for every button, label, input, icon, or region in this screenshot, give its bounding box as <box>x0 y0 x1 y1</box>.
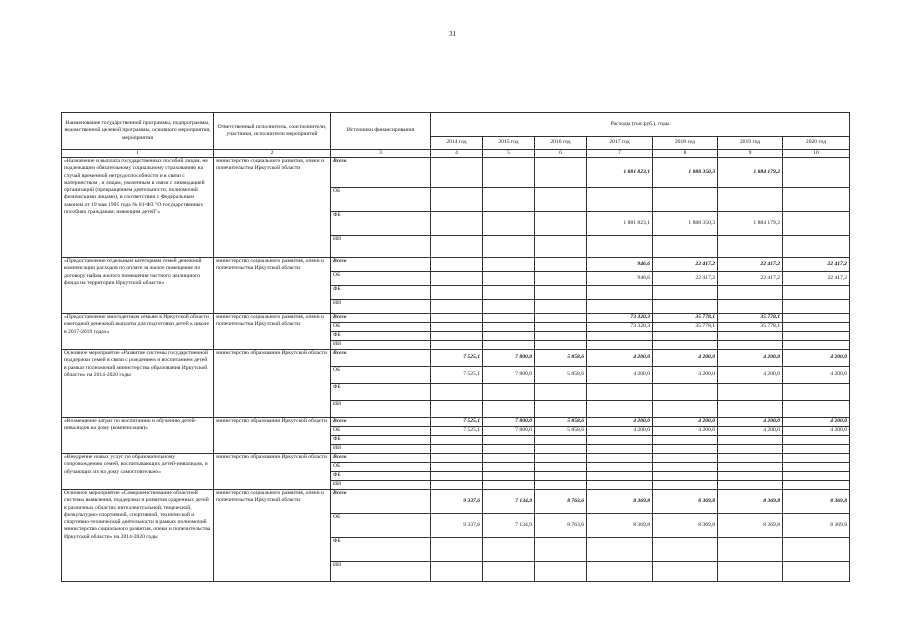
amount-cell <box>783 332 850 341</box>
amount-cell: 4 200,0 <box>718 367 783 384</box>
column-number: 10 <box>783 150 850 158</box>
funding-source: Всего <box>331 454 431 463</box>
amount-cell <box>431 538 483 562</box>
amount-cell <box>431 472 483 481</box>
amount-cell: 73 320,3 <box>587 314 653 323</box>
amount-cell: 4 200,0 <box>783 350 850 367</box>
amount-cell: 5 858,6 <box>535 350 587 367</box>
funding-source: ОБ <box>331 463 431 472</box>
amount-cell <box>535 341 587 350</box>
amount-cell <box>653 454 718 463</box>
amount-cell <box>653 236 718 258</box>
amount-cell <box>783 384 850 401</box>
header-name: Наименование государственной программы, подпрограммы, ведомственной целевой программы, основного мероприятия, мероприятия <box>62 113 214 150</box>
amount-cell <box>431 481 483 490</box>
amount-cell <box>783 562 850 582</box>
amount-cell: 8 369,8 <box>718 514 783 538</box>
amount-cell: 1 884 179,2 <box>718 158 783 188</box>
amount-cell <box>431 323 483 332</box>
column-number: 3 <box>331 150 431 158</box>
amount-cell <box>783 323 850 332</box>
table-row <box>62 350 850 367</box>
amount-cell: 4 200,0 <box>783 418 850 427</box>
amount-cell <box>483 188 535 212</box>
funding-source: ИИ <box>331 401 431 418</box>
amount-cell <box>783 445 850 454</box>
amount-cell <box>535 436 587 445</box>
amount-cell <box>431 258 483 272</box>
amount-cell: 22 417,2 <box>718 258 783 272</box>
amount-cell <box>587 463 653 472</box>
amount-cell: 8 369,8 <box>587 514 653 538</box>
amount-cell <box>431 401 483 418</box>
amount-cell <box>783 286 850 300</box>
column-number: 1 <box>62 150 214 158</box>
column-number: 4 <box>431 150 483 158</box>
amount-cell <box>483 323 535 332</box>
funding-source: Всего <box>331 314 431 323</box>
header-year-1: 2014 год <box>431 137 483 150</box>
funding-source: ОБ <box>331 514 431 538</box>
amount-cell <box>587 384 653 401</box>
amount-cell <box>483 445 535 454</box>
amount-cell <box>653 401 718 418</box>
amount-cell <box>431 236 483 258</box>
amount-cell <box>535 332 587 341</box>
amount-cell: 4 200,0 <box>587 418 653 427</box>
amount-cell <box>431 286 483 300</box>
amount-cell <box>483 481 535 490</box>
amount-cell <box>653 286 718 300</box>
amount-cell: 35 778,1 <box>653 323 718 332</box>
amount-cell <box>653 384 718 401</box>
page-number: 31 <box>449 30 456 38</box>
amount-cell: 8 369,8 <box>653 514 718 538</box>
amount-cell <box>587 481 653 490</box>
amount-cell <box>653 332 718 341</box>
amount-cell <box>483 463 535 472</box>
amount-cell <box>718 286 783 300</box>
amount-cell <box>718 481 783 490</box>
amount-cell <box>483 212 535 236</box>
amount-cell <box>653 538 718 562</box>
funding-source: ОБ <box>331 367 431 384</box>
amount-cell: 4 200,0 <box>653 418 718 427</box>
amount-cell <box>483 300 535 314</box>
amount-cell <box>483 562 535 582</box>
activity-name: «Предоставление многодетным семьям в Иркутской области ежегодной денежной выплаты для подготовки детей к школе в 2017-2019 годах» <box>62 314 214 350</box>
executor: министерство социального развития, опеки и попечительства Иркутской области <box>214 158 331 258</box>
funding-source: ФБ <box>331 538 431 562</box>
amount-cell <box>718 384 783 401</box>
amount-cell <box>483 258 535 272</box>
amount-cell <box>535 401 587 418</box>
amount-cell <box>718 188 783 212</box>
amount-cell: 7 525,1 <box>431 427 483 436</box>
amount-cell <box>483 272 535 286</box>
funding-source: Всего <box>331 418 431 427</box>
amount-cell <box>783 454 850 463</box>
activity-name: «Назначение и выплата государственных пособий лицам, не подлежащим обязательному социальному страхованию на случай временной нетрудоспособности и в связи с материнством , и лицам, уволенным в связи с ликвидацией организаций (прекращением деятельности, полномочий физическими лицами), в соответствии с Федеральным законом от 19 мая 1995 года № 81-ФЗ "О государственных пособиях гражданам, имеющим детей"» <box>62 158 214 258</box>
amount-cell: 7 525,1 <box>431 418 483 427</box>
amount-cell: 35 778,1 <box>653 314 718 323</box>
amount-cell: 4 200,0 <box>653 367 718 384</box>
funding-source: ИИ <box>331 445 431 454</box>
amount-cell <box>483 401 535 418</box>
amount-cell: 4 200,0 <box>783 427 850 436</box>
funding-source: ОБ <box>331 188 431 212</box>
amount-cell <box>783 212 850 236</box>
amount-cell <box>783 314 850 323</box>
amount-cell: 5 858,6 <box>535 418 587 427</box>
amount-cell: 4 200,0 <box>587 427 653 436</box>
amount-cell: 7 525,1 <box>431 367 483 384</box>
amount-cell <box>783 341 850 350</box>
header-year-3: 2016 год <box>535 137 587 150</box>
header-executor: Ответственный исполнитель, соисполнители, участники, исполнители мероприятий <box>214 113 331 150</box>
amount-cell: 5 858,6 <box>535 427 587 436</box>
amount-cell: 7 800,0 <box>483 367 535 384</box>
executor: министерство образования Иркутской области <box>214 350 331 418</box>
amount-cell: 1 881 823,1 <box>587 158 653 188</box>
amount-cell <box>718 401 783 418</box>
amount-cell: 4 200,0 <box>653 350 718 367</box>
amount-cell <box>535 481 587 490</box>
executor: министерство образования Иркутской области <box>214 418 331 454</box>
amount-cell: 4 200,0 <box>718 418 783 427</box>
funding-source: Всего <box>331 158 431 188</box>
amount-cell <box>483 538 535 562</box>
amount-cell: 8 369,8 <box>587 490 653 514</box>
funding-source: ИИ <box>331 341 431 350</box>
amount-cell <box>535 538 587 562</box>
funding-source: Всего <box>331 258 431 272</box>
amount-cell <box>718 332 783 341</box>
funding-source: ОБ <box>331 272 431 286</box>
amount-cell <box>718 538 783 562</box>
amount-cell <box>587 300 653 314</box>
amount-cell <box>783 158 850 188</box>
amount-cell: 4 200,0 <box>587 350 653 367</box>
amount-cell <box>431 463 483 472</box>
amount-cell <box>431 445 483 454</box>
funding-source: ИИ <box>331 481 431 490</box>
amount-cell <box>483 472 535 481</box>
amount-cell <box>535 314 587 323</box>
amount-cell <box>653 472 718 481</box>
amount-cell: 8 369,8 <box>783 490 850 514</box>
amount-cell <box>653 436 718 445</box>
header-sources: Источники финансирования <box>331 113 431 150</box>
header-year-5: 2018 год <box>653 137 718 150</box>
amount-cell: 35 778,1 <box>718 314 783 323</box>
amount-cell <box>587 188 653 212</box>
amount-cell <box>483 314 535 323</box>
amount-cell: 7 800,0 <box>483 427 535 436</box>
funding-source: ИИ <box>331 300 431 314</box>
amount-cell <box>718 436 783 445</box>
amount-cell <box>431 212 483 236</box>
amount-cell: 4 200,0 <box>653 427 718 436</box>
amount-cell <box>535 212 587 236</box>
amount-cell <box>483 236 535 258</box>
amount-cell: 73 320,3 <box>587 323 653 332</box>
amount-cell: 946,6 <box>587 272 653 286</box>
amount-cell <box>535 562 587 582</box>
amount-cell: 4 200,0 <box>718 427 783 436</box>
amount-cell <box>535 236 587 258</box>
amount-cell: 9 337,6 <box>431 490 483 514</box>
table-row <box>62 258 850 272</box>
amount-cell <box>783 188 850 212</box>
amount-cell <box>431 341 483 350</box>
amount-cell <box>535 286 587 300</box>
amount-cell <box>653 445 718 454</box>
amount-cell <box>587 454 653 463</box>
executor: министерство образования Иркутской области <box>214 454 331 490</box>
amount-cell: 7 525,1 <box>431 350 483 367</box>
amount-cell: 22 417,2 <box>653 258 718 272</box>
funding-source: ФБ <box>331 286 431 300</box>
amount-cell: 946,6 <box>587 258 653 272</box>
executor: министерство социального развития, опеки и попечительства Иркутской области <box>214 314 331 350</box>
amount-cell <box>535 272 587 286</box>
column-number: 6 <box>535 150 587 158</box>
table-row <box>62 454 850 463</box>
column-number: 9 <box>718 150 783 158</box>
activity-name: Основное мероприятие «Развитие системы государственной поддержки семей в связи с рождением и воспитанием детей в рамках полномочий министерства образования Иркутской области» на 2014-2020 годы <box>62 350 214 418</box>
amount-cell: 4 200,0 <box>783 367 850 384</box>
header-year-7: 2020 год <box>783 137 850 150</box>
amount-cell <box>587 445 653 454</box>
funding-source: ФБ <box>331 212 431 236</box>
funding-source: ОБ <box>331 323 431 332</box>
amount-cell: 22 417,2 <box>718 272 783 286</box>
amount-cell: 22 417,2 <box>783 272 850 286</box>
amount-cell: 9 337,6 <box>431 514 483 538</box>
amount-cell: 4 200,0 <box>587 367 653 384</box>
amount-cell <box>535 445 587 454</box>
amount-cell <box>718 445 783 454</box>
amount-cell <box>587 562 653 582</box>
amount-cell <box>431 436 483 445</box>
amount-cell <box>587 341 653 350</box>
amount-cell <box>783 481 850 490</box>
amount-cell <box>783 300 850 314</box>
amount-cell <box>431 300 483 314</box>
amount-cell <box>653 341 718 350</box>
funding-source: ФБ <box>331 436 431 445</box>
table-row <box>62 314 850 323</box>
header-year-6: 2019 год <box>718 137 783 150</box>
amount-cell <box>718 454 783 463</box>
amount-cell <box>431 158 483 188</box>
amount-cell: 7 800,0 <box>483 350 535 367</box>
amount-cell <box>431 188 483 212</box>
amount-cell <box>718 341 783 350</box>
funding-source: Всего <box>331 350 431 367</box>
amount-cell <box>483 454 535 463</box>
amount-cell <box>535 188 587 212</box>
amount-cell <box>783 401 850 418</box>
amount-cell <box>483 332 535 341</box>
amount-cell <box>783 436 850 445</box>
funding-source: ФБ <box>331 384 431 401</box>
funding-source: ИИ <box>331 562 431 582</box>
activity-name: «Возмещение затрат по воспитанию и обучению детей-инвалидов на дому (компенсация)» <box>62 418 214 454</box>
column-number: 8 <box>653 150 718 158</box>
amount-cell <box>535 300 587 314</box>
amount-cell <box>431 562 483 582</box>
header-year-2: 2015 год <box>483 137 535 150</box>
activity-name: «Предоставление отдельным категориям семей денежной компенсации расходов по оплате за жилое помещение по договору найма жилого помещения частного жилищного фонда на территории Иркутской области» <box>62 258 214 314</box>
amount-cell <box>431 272 483 286</box>
funding-source: ИИ <box>331 236 431 258</box>
amount-cell <box>431 384 483 401</box>
amount-cell <box>718 463 783 472</box>
amount-cell <box>587 286 653 300</box>
amount-cell: 8 763,6 <box>535 490 587 514</box>
amount-cell: 35 778,1 <box>718 323 783 332</box>
executor: министерство социального развития, опеки и попечительства Иркутской области <box>214 490 331 582</box>
header-year-4: 2017 год <box>587 137 653 150</box>
amount-cell <box>483 286 535 300</box>
amount-cell <box>718 236 783 258</box>
amount-cell <box>483 436 535 445</box>
amount-cell <box>718 562 783 582</box>
funding-source: ФБ <box>331 472 431 481</box>
amount-cell: 8 369,8 <box>783 514 850 538</box>
amount-cell <box>587 332 653 341</box>
amount-cell <box>653 300 718 314</box>
amount-cell <box>535 472 587 481</box>
amount-cell <box>535 384 587 401</box>
amount-cell: 22 417,2 <box>653 272 718 286</box>
executor: министерство социального развития, опеки и попечительства Иркутской области <box>214 258 331 314</box>
amount-cell: 7 800,0 <box>483 418 535 427</box>
amount-cell: 8 369,8 <box>718 490 783 514</box>
table-row <box>62 490 850 514</box>
table-row <box>62 418 850 427</box>
amount-cell <box>653 481 718 490</box>
amount-cell: 22 417,2 <box>783 258 850 272</box>
amount-cell: 4 200,0 <box>718 350 783 367</box>
amount-cell <box>483 341 535 350</box>
column-number: 2 <box>214 150 331 158</box>
amount-cell <box>783 472 850 481</box>
amount-cell: 1 888 350,3 <box>653 212 718 236</box>
table-row <box>62 158 850 188</box>
amount-cell <box>783 463 850 472</box>
amount-cell <box>718 472 783 481</box>
activity-name: Основное мероприятие «Совершенствование областной системы выявления, поддержки и развития одаренных детей в различных областях интеллектуальной, творческой, физкультурно-спортивной, спортивной, технической и спортивно-технической деятельности в рамках полномочий министерства социального развития, опеки и попечительства Иркутской области» на 2014-2020 годы <box>62 490 214 582</box>
amount-cell: 1 884 179,2 <box>718 212 783 236</box>
amount-cell: 1 881 823,1 <box>587 212 653 236</box>
amount-cell <box>587 538 653 562</box>
activity-name: «Внедрение новых услуг по образовательному сопровождению семей, воспитывающих детей-инвалидов, и обучающих их на дому самостоятельно» <box>62 454 214 490</box>
funding-source: Всего <box>331 490 431 514</box>
amount-cell <box>431 454 483 463</box>
budget-table <box>61 112 850 582</box>
amount-cell: 7 134,9 <box>483 490 535 514</box>
amount-cell <box>718 300 783 314</box>
amount-cell <box>587 436 653 445</box>
amount-cell <box>653 463 718 472</box>
amount-cell <box>535 258 587 272</box>
amount-cell <box>535 323 587 332</box>
amount-cell <box>535 463 587 472</box>
amount-cell <box>535 454 587 463</box>
amount-cell <box>587 401 653 418</box>
amount-cell: 8 369,8 <box>653 490 718 514</box>
amount-cell <box>431 314 483 323</box>
amount-cell: 1 888 350,3 <box>653 158 718 188</box>
amount-cell <box>653 562 718 582</box>
amount-cell <box>653 188 718 212</box>
funding-source: ОБ <box>331 427 431 436</box>
amount-cell <box>535 158 587 188</box>
header-expenses: Расходы (тыс.руб.), годы <box>431 113 850 137</box>
amount-cell <box>431 332 483 341</box>
amount-cell <box>783 538 850 562</box>
funding-source: ФБ <box>331 332 431 341</box>
column-number: 7 <box>587 150 653 158</box>
amount-cell: 5 858,6 <box>535 367 587 384</box>
amount-cell: 7 134,9 <box>483 514 535 538</box>
amount-cell <box>587 472 653 481</box>
amount-cell <box>483 158 535 188</box>
amount-cell: 8 763,6 <box>535 514 587 538</box>
amount-cell <box>783 236 850 258</box>
column-number: 5 <box>483 150 535 158</box>
amount-cell <box>483 384 535 401</box>
amount-cell <box>587 236 653 258</box>
